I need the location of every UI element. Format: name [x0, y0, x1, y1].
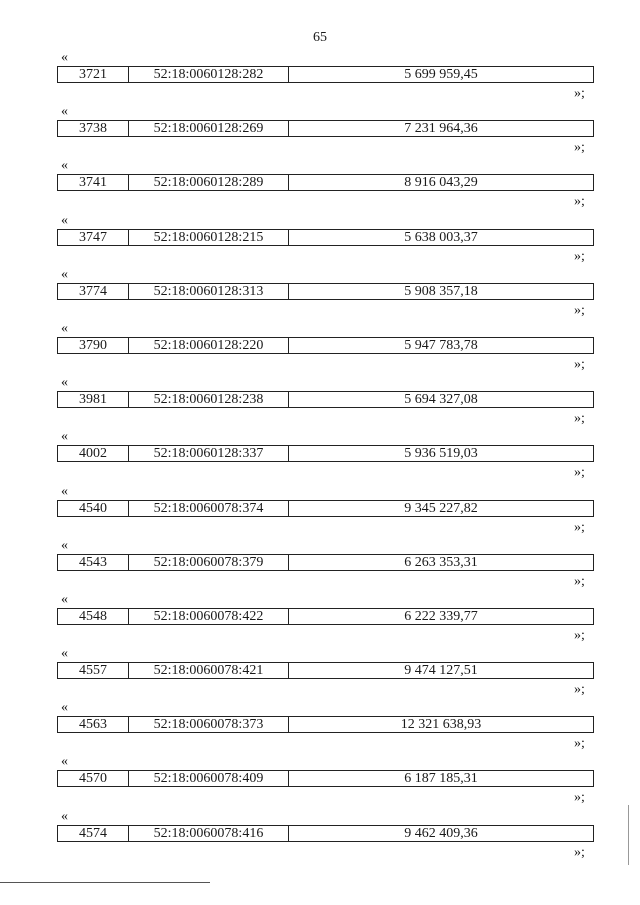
- opening-quote: «: [61, 808, 68, 824]
- closing-quote: »;: [574, 194, 585, 210]
- table-row: [57, 174, 594, 191]
- closing-quote: »;: [574, 519, 585, 535]
- closing-quote: »;: [574, 682, 585, 698]
- record: [0, 539, 640, 593]
- opening-quote: «: [61, 50, 68, 65]
- table-row: [57, 554, 594, 571]
- cadastral-value: 6 187 185,31: [404, 771, 478, 787]
- opening-quote: «: [61, 591, 68, 607]
- cadastral-value: 9 474 127,51: [404, 663, 478, 679]
- record-number: 4563: [58, 717, 129, 732]
- record: [0, 214, 640, 268]
- cadastral-number: 52:18:0060078:416: [129, 826, 289, 841]
- cadastral-value: 6 222 339,77: [404, 608, 478, 624]
- cadastral-value: 5 947 783,78: [404, 337, 478, 353]
- table-row: [57, 337, 594, 354]
- record: [0, 593, 640, 647]
- closing-quote: »;: [574, 790, 585, 806]
- cadastral-value: 9 462 409,36: [404, 825, 478, 841]
- cadastral-value: 5 936 519,03: [404, 446, 478, 462]
- cadastral-number: 52:18:0060128:220: [129, 338, 289, 353]
- record: [0, 105, 640, 159]
- record-number: 3981: [58, 392, 129, 407]
- table-row: [57, 120, 594, 137]
- opening-quote: «: [61, 375, 68, 391]
- closing-quote: »;: [574, 465, 585, 481]
- closing-quote: »;: [574, 736, 585, 752]
- cadastral-number: 52:18:0060128:269: [129, 121, 289, 136]
- record: [0, 755, 640, 809]
- cadastral-number: 52:18:0060128:215: [129, 230, 289, 245]
- opening-quote: «: [61, 212, 68, 228]
- opening-quote: «: [61, 320, 68, 336]
- cadastral-value: 5 638 003,37: [404, 229, 478, 245]
- closing-quote: »;: [574, 356, 585, 372]
- opening-quote: «: [61, 429, 68, 445]
- cadastral-number: 52:18:0060078:374: [129, 501, 289, 516]
- opening-quote: «: [61, 537, 68, 553]
- scan-margin-line: [628, 805, 629, 865]
- record: [0, 647, 640, 701]
- cadastral-value: 12 321 638,93: [400, 717, 482, 733]
- record: [0, 376, 640, 430]
- closing-quote: »;: [574, 627, 585, 643]
- cadastral-number: 52:18:0060128:282: [129, 67, 289, 82]
- cadastral-value: 6 263 353,31: [404, 554, 478, 570]
- record: [0, 430, 640, 484]
- record-number: 3741: [58, 175, 129, 190]
- opening-quote: «: [61, 104, 68, 120]
- record: [0, 322, 640, 376]
- closing-quote: »;: [574, 844, 585, 860]
- record-number: 4002: [58, 446, 129, 461]
- opening-quote: «: [61, 754, 68, 770]
- record-number: 4540: [58, 501, 129, 516]
- record-number: 4543: [58, 555, 129, 570]
- record-number: 3721: [58, 67, 129, 82]
- cadastral-value: 5 699 959,45: [404, 67, 478, 82]
- page-number: 65: [313, 30, 327, 45]
- table-row: [57, 608, 594, 625]
- closing-quote: »;: [574, 411, 585, 427]
- record: [0, 810, 640, 864]
- record-number: 3738: [58, 121, 129, 136]
- closing-quote: »;: [574, 140, 585, 156]
- record: [0, 485, 640, 539]
- table-row: [57, 825, 594, 842]
- cadastral-number: 52:18:0060078:409: [129, 771, 289, 786]
- record-number: 3747: [58, 230, 129, 245]
- cadastral-number: 52:18:0060128:337: [129, 446, 289, 461]
- table-row: [57, 283, 594, 300]
- table-row: [57, 716, 594, 733]
- closing-quote: »;: [574, 302, 585, 318]
- table-row: [57, 500, 594, 517]
- opening-quote: «: [61, 700, 68, 716]
- cadastral-value: 9 345 227,82: [404, 500, 478, 516]
- opening-quote: «: [61, 646, 68, 662]
- table-row: [57, 662, 594, 679]
- record-number: 4557: [58, 663, 129, 678]
- cadastral-value: 7 231 964,36: [404, 121, 478, 137]
- cadastral-value: 8 916 043,29: [404, 175, 478, 191]
- table-row: [57, 770, 594, 787]
- cadastral-number: 52:18:0060078:422: [129, 609, 289, 624]
- table-row: [57, 391, 594, 408]
- closing-quote: »;: [574, 248, 585, 264]
- cadastral-number: 52:18:0060128:238: [129, 392, 289, 407]
- opening-quote: «: [61, 483, 68, 499]
- opening-quote: «: [61, 158, 68, 174]
- table-row: [57, 66, 594, 83]
- cadastral-value: 5 908 357,18: [404, 283, 478, 299]
- cadastral-number: 52:18:0060078:421: [129, 663, 289, 678]
- record: [0, 159, 640, 213]
- record-number: 4570: [58, 771, 129, 786]
- record: [0, 268, 640, 322]
- table-row: [57, 229, 594, 246]
- cadastral-value: 5 694 327,08: [404, 392, 478, 408]
- record-number: 3774: [58, 284, 129, 299]
- record-number: 4548: [58, 609, 129, 624]
- record-number: 3790: [58, 338, 129, 353]
- cadastral-number: 52:18:0060128:313: [129, 284, 289, 299]
- cadastral-number: 52:18:0060078:373: [129, 717, 289, 732]
- closing-quote: »;: [574, 86, 585, 101]
- closing-quote: »;: [574, 573, 585, 589]
- table-row: [57, 445, 594, 462]
- record-number: 4574: [58, 826, 129, 841]
- records-list: [0, 51, 640, 864]
- record: [0, 51, 640, 105]
- cadastral-number: 52:18:0060128:289: [129, 175, 289, 190]
- cadastral-number: 52:18:0060078:379: [129, 555, 289, 570]
- opening-quote: «: [61, 266, 68, 282]
- scan-bottom-line: [0, 882, 210, 883]
- record: [0, 701, 640, 755]
